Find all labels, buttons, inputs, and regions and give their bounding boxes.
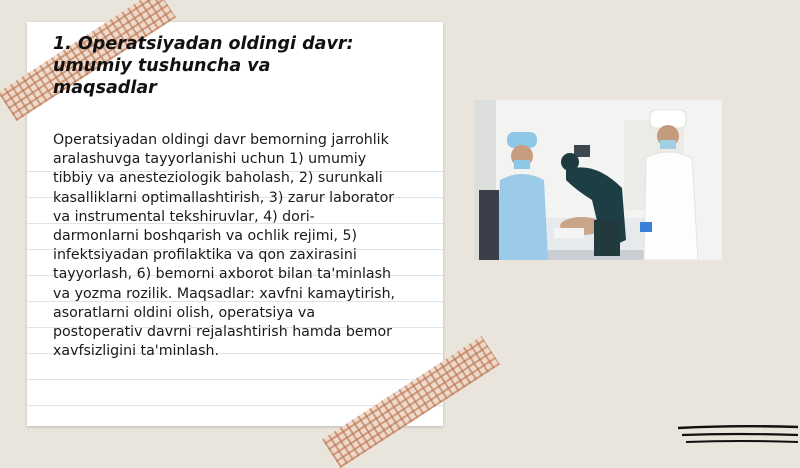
slide-title-line-1: 1. Operatsiyadan oldingi davr:	[53, 34, 354, 54]
medical-photo-illustration	[474, 100, 722, 260]
slide-title-line-2: umumiy tushuncha va maqsadlar	[53, 56, 271, 98]
slide-body-text: Operatsiyadan oldingi davr bemorning jarrohlik aralashuvga tayyorlanishi uchun 1) umumiy tibbiy va anesteziologik baholash, 2) surunkali kasalliklarni optimallashtirish, 3) zarur laborator va instrumental tekshiruvlar, 4) dori-darmonlarni boshqarish va ochlik rejimi, 5) infektsiyadan profilaktika va qon zaxirasini tayyorlash, 6) bemorni axborot bilan ta'minlash va yozma rozilik. Maqsadlar: xavfni kamaytirish, asoratlarni oldini olish, operatsiya va postoperativ davrni rejalashtirish hamda bemor xavfsizligini ta'minlash.	[53, 132, 396, 360]
medical-photo	[474, 100, 722, 260]
slide-title	[53, 33, 373, 99]
decorative-lines	[676, 424, 800, 446]
